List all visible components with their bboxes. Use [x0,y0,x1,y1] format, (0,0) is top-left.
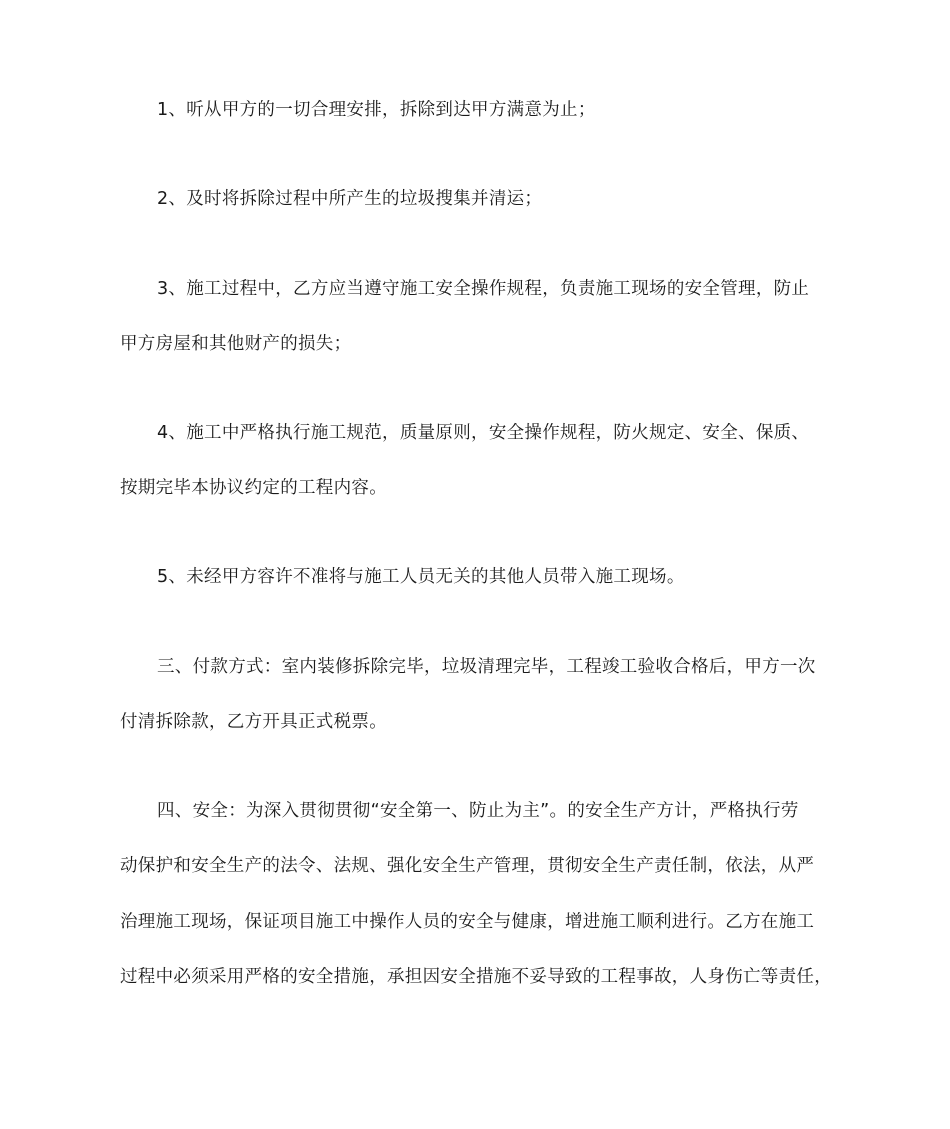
paragraph-4-line-2: 按期完毕本协议约定的工程内容。 [120,478,387,498]
paragraph-2-line-1: 2、及时将拆除过程中所产生的垃圾搜集并清运； [157,189,543,209]
paragraph-6-line-1: 三、付款方式：室内装修拆除完毕，垃圾清理完毕，工程竣工验收合格后，甲方一次 [157,657,816,677]
paragraph-7-line-1: 四、安全：为深入贯彻贯彻“安全第一、防止为主”。的安全生产方计，严格执行劳 [157,801,799,821]
paragraph-7-line-4: 过程中必须采用严格的安全措施，承担因安全措施不妥导致的工程事故，人身伤亡等责任， [120,967,832,987]
paragraph-4-line-1: 4、施工中严格执行施工规范，质量原则，安全操作规程，防火规定、安全、保质、 [157,423,810,443]
paragraph-7-line-3: 治理施工现场，保证项目施工中操作人员的安全与健康，增进施工顺利进行。乙方在施工 [120,912,815,932]
paragraph-1-line-1: 1、听从甲方的一切合理安排，拆除到达甲方满意为止； [157,100,596,120]
paragraph-7-line-2: 动保护和安全生产的法令、法规、强化安全生产管理，贯彻安全生产责任制，依法，从严 [120,856,815,876]
paragraph-3-line-2: 甲方房屋和其他财产的损失； [120,334,352,354]
paragraph-5-line-1: 5、未经甲方容许不准将与施工人员无关的其他人员带入施工现场。 [157,567,685,587]
paragraph-6-line-2: 付清拆除款，乙方开具正式税票。 [120,712,387,732]
paragraph-3-line-1: 3、施工过程中，乙方应当遵守施工安全操作规程，负责施工现场的安全管理，防止 [157,279,810,299]
